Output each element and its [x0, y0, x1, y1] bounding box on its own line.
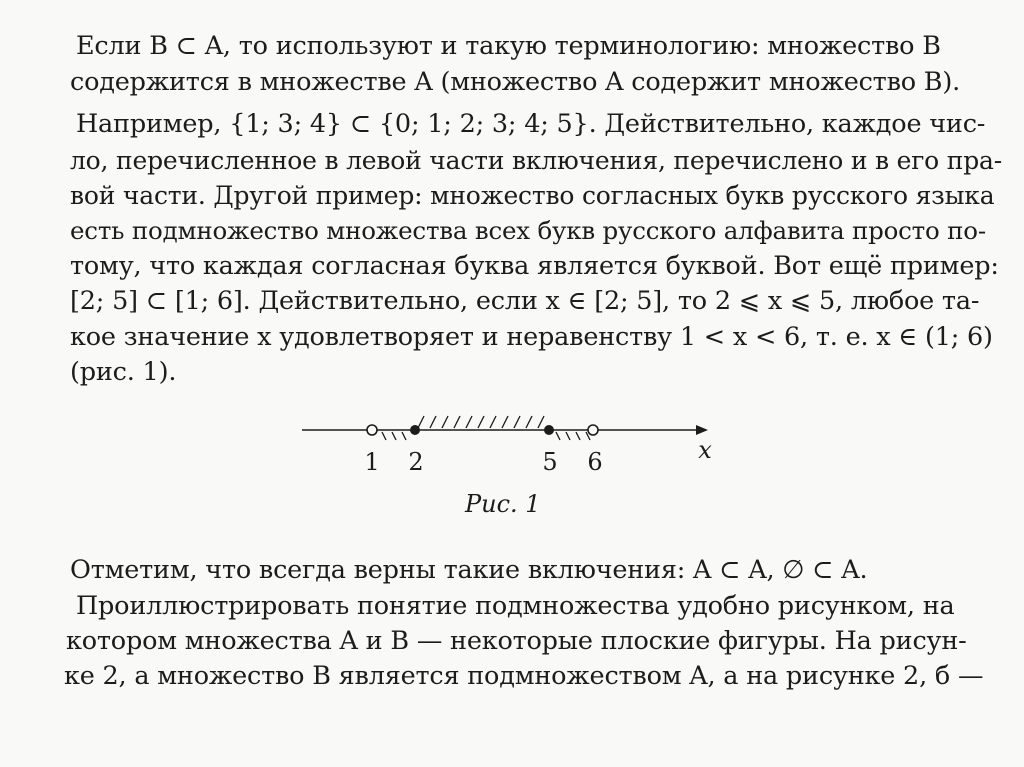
tick-label-2: 2 [408, 448, 424, 476]
tick-label-6: 6 [587, 448, 603, 476]
axis-arrow-icon [696, 425, 708, 435]
text-line: ло, перечисленное в левой части включения, перечислено и в его пра- [70, 146, 1002, 175]
text-line: кое значение x удовлетворяет и неравенству 1 < x < 6, т. е. x ∈ (1; 6) [70, 322, 993, 352]
open-point-6 [588, 425, 598, 435]
text-line: (рис. 1). [70, 357, 177, 387]
hatching-interval-2-5 [418, 416, 544, 428]
closed-point-2 [410, 425, 420, 435]
tick-label-5: 5 [542, 448, 558, 476]
text-line: есть подмножество множества всех букв русского алфавита просто по- [70, 216, 986, 245]
text-line: содержится в множестве A (множество A содержит множество B). [70, 67, 960, 97]
text-line: Если B ⊂ A, то используют и такую терминологию: множество B [76, 31, 941, 61]
tick-label-1: 1 [364, 448, 380, 476]
text-line: тому, что каждая согласная буква является буквой. Вот ещё пример: [70, 251, 999, 281]
text-line: котором множества A и B — некоторые плоские фигуры. На рисун- [66, 626, 967, 656]
open-point-1 [367, 425, 377, 435]
closed-point-5 [544, 425, 554, 435]
text-line: Отметим, что всегда верны такие включения: A ⊂ A, ∅ ⊂ A. [70, 555, 868, 585]
figure-caption: Рис. 1 [465, 490, 541, 518]
text-line: вой части. Другой пример: множество согласных букв русского языка [70, 181, 995, 210]
text-line: Проиллюстрировать понятие подмножества удобно рисунком, на [76, 591, 955, 621]
number-line-figure [300, 408, 730, 488]
text-line: [2; 5] ⊂ [1; 6]. Действительно, если x ∈ [2; 5], то 2 ⩽ x ⩽ 5, любое та- [70, 286, 980, 316]
text-line: Например, {1; 3; 4} ⊂ {0; 1; 2; 3; 4; 5}. Действительно, каждое чис- [76, 109, 986, 139]
text-line: ке 2, а множество B является подмножеством A, а на рисунке 2, б — [64, 661, 984, 691]
axis-label-x: x [698, 436, 712, 464]
